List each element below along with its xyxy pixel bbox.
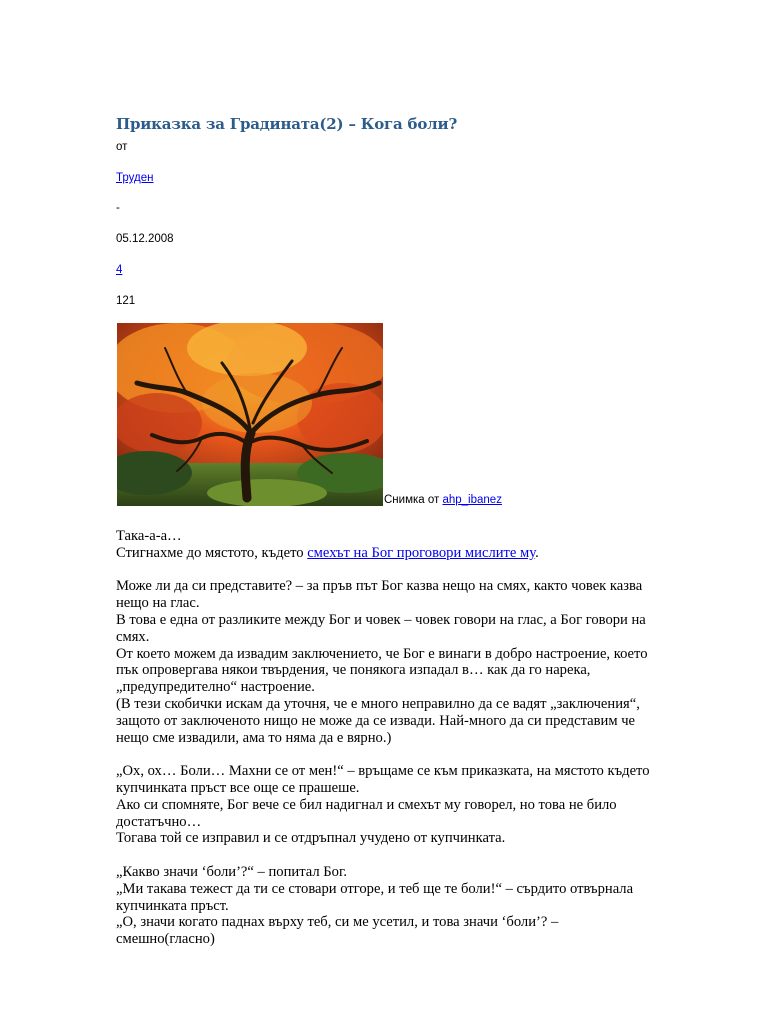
text-fragment: Стигнахме до мястото, където (116, 544, 308, 561)
paragraph-line: Може ли да си представите? – за пръв път Бог казва нещо на смях, както човек казва нещо на глас. (116, 578, 643, 612)
paragraph-line: „Ми такава тежест да ти се стовари отгоре, и теб ще те боли!“ – сърдито отвърнала купчинката пръст. (116, 880, 634, 914)
caption-prefix: Снимка от (384, 494, 443, 506)
paragraph-3 (116, 763, 656, 847)
paragraph-1 (116, 528, 656, 562)
photo-caption (384, 493, 502, 507)
comments-count-link[interactable]: 4 (116, 264, 123, 276)
paragraph-4 (116, 864, 656, 948)
paragraph-line: Така-а-а… (116, 528, 182, 544)
article-body (116, 528, 656, 965)
article-title: Приказка за Градината(2) – Кога боли? (116, 115, 458, 133)
paragraph-line: Ако си спомняте, Бог вече се бил надигнал и смехът му говорел, но това не било достатъчно… (116, 796, 617, 830)
photo-author-link[interactable]: ahp_ibanez (442, 494, 502, 506)
author-link[interactable]: Труден (116, 172, 154, 184)
paragraph-line: От което можем да извадим заключението, че Бог е винаги в добро настроение, което пък опровергава някои твърдения, че понякога изпадал в… как да го нарека, „предупредително“ настроение. (116, 645, 648, 696)
paragraph-line: В това е една от разликите между Бог и човек – човек говори на глас, а Бог говори на смях. (116, 611, 646, 645)
previous-story-link[interactable]: смехът на Бог проговори мислите му (307, 544, 536, 561)
text-fragment: . (535, 544, 539, 561)
meta-separator: - (116, 202, 120, 214)
paragraph-line: Тогава той се изправил и се отдръпнал учудено от купчинката. (116, 830, 506, 847)
paragraph-line: „Какво значи ‘боли’?“ – попитал Бог. (116, 863, 347, 880)
paragraph-line: „Ох, ох… Боли… Махни се от мен!“ – връщаме се към приказката, на мястото където купчинката пръст все още се прашеше. (116, 763, 650, 796)
tree-photo[interactable] (117, 323, 383, 506)
views-count: 121 (116, 295, 136, 307)
paragraph-line (116, 545, 656, 562)
paragraph-2 (116, 578, 656, 746)
by-label: от (116, 141, 128, 153)
paragraph-line: (В тези скобички искам да уточня, че е много неправилно да се вадят „заключения“, защото от заключеното нищо не може да се извади. Най-много да си представим че нещо сме извадили, ама то няма да е вярно.) (116, 695, 640, 746)
paragraph-line: „О, значи когато паднах върху теб, си ме усетил, и това значи ‘боли’? – смешно(гласно) (116, 914, 559, 948)
publish-date: 05.12.2008 (116, 233, 174, 245)
